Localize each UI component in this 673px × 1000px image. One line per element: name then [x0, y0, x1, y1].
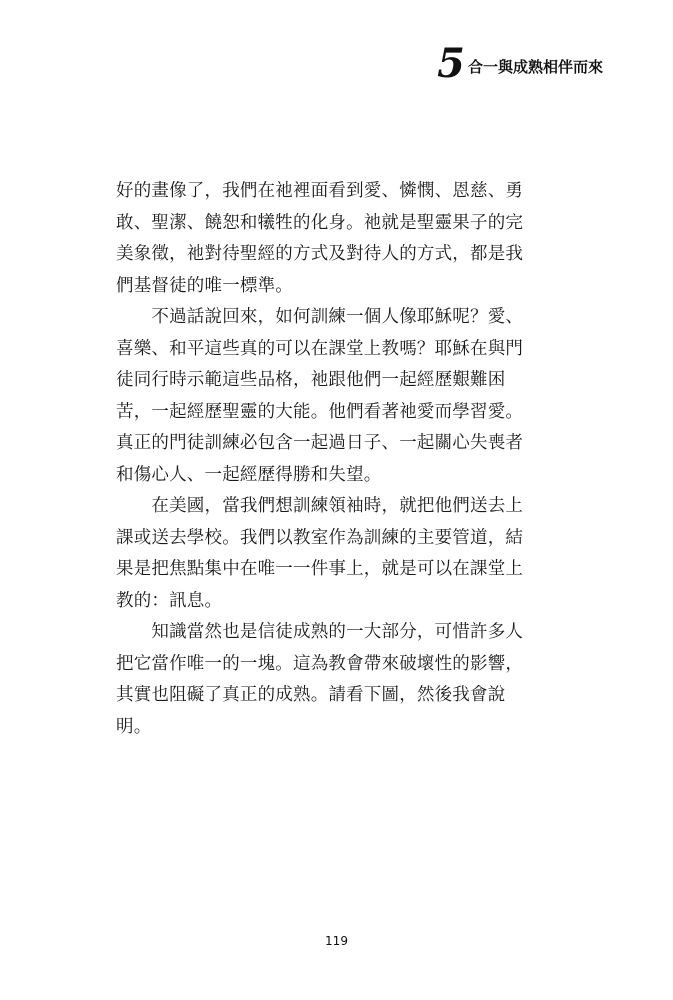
chapter-number: 5	[437, 40, 465, 87]
text-line: 真正的門徒訓練必包含一起過日子、一起關心失喪者	[116, 433, 524, 453]
text-line: 在美國，當我們想訓練領袖時，就把他們送去上	[116, 496, 524, 516]
text-line: 把它當作唯一的一塊。這為教會帶來破壞性的影響，	[116, 653, 524, 674]
body-text	[116, 176, 540, 743]
text-line: 好的畫像了，我們在祂裡面看到愛、憐憫、恩慈、勇	[116, 181, 524, 201]
paragraph	[116, 176, 540, 302]
text-line: 們基督徒的唯一標準。	[116, 275, 293, 296]
text-line: 知識當然也是信徒成熟的一大部分，可惜許多人	[116, 622, 524, 642]
text-line: 明。	[116, 716, 152, 737]
text-line: 敢、聖潔、饒恕和犧牲的化身。祂就是聖靈果子的完	[116, 212, 524, 233]
running-header	[437, 40, 603, 87]
paragraph	[116, 491, 540, 617]
chapter-title: 合一與成熟相伴而來	[467, 58, 603, 76]
text-line: 喜樂、和平這些真的可以在課堂上教嗎？耶穌在與門	[116, 338, 524, 359]
text-line: 不過話說回來，如何訓練一個人像耶穌呢？愛、	[116, 307, 524, 327]
text-line: 教的：訊息。	[116, 590, 223, 611]
text-line: 和傷心人、一起經歷得勝和失望。	[116, 464, 382, 485]
text-line: 苦，一起經歷聖靈的大能。他們看著祂愛而學習愛。	[116, 401, 524, 422]
text-line: 美象徵，祂對待聖經的方式及對待人的方式，都是我	[116, 244, 524, 264]
page-number: 119	[325, 934, 348, 948]
text-line: 課或送去學校。我們以教室作為訓練的主要管道，結	[116, 527, 524, 548]
text-line: 徒同行時示範這些品格，祂跟他們一起經歷艱難困	[116, 370, 506, 390]
paragraph	[116, 617, 540, 743]
text-line: 果是把焦點集中在唯一一件事上，就是可以在課堂上	[116, 559, 524, 579]
text-line: 其實也阻礙了真正的成熟。請看下圖，然後我會說	[116, 685, 506, 705]
paragraph	[116, 302, 540, 491]
